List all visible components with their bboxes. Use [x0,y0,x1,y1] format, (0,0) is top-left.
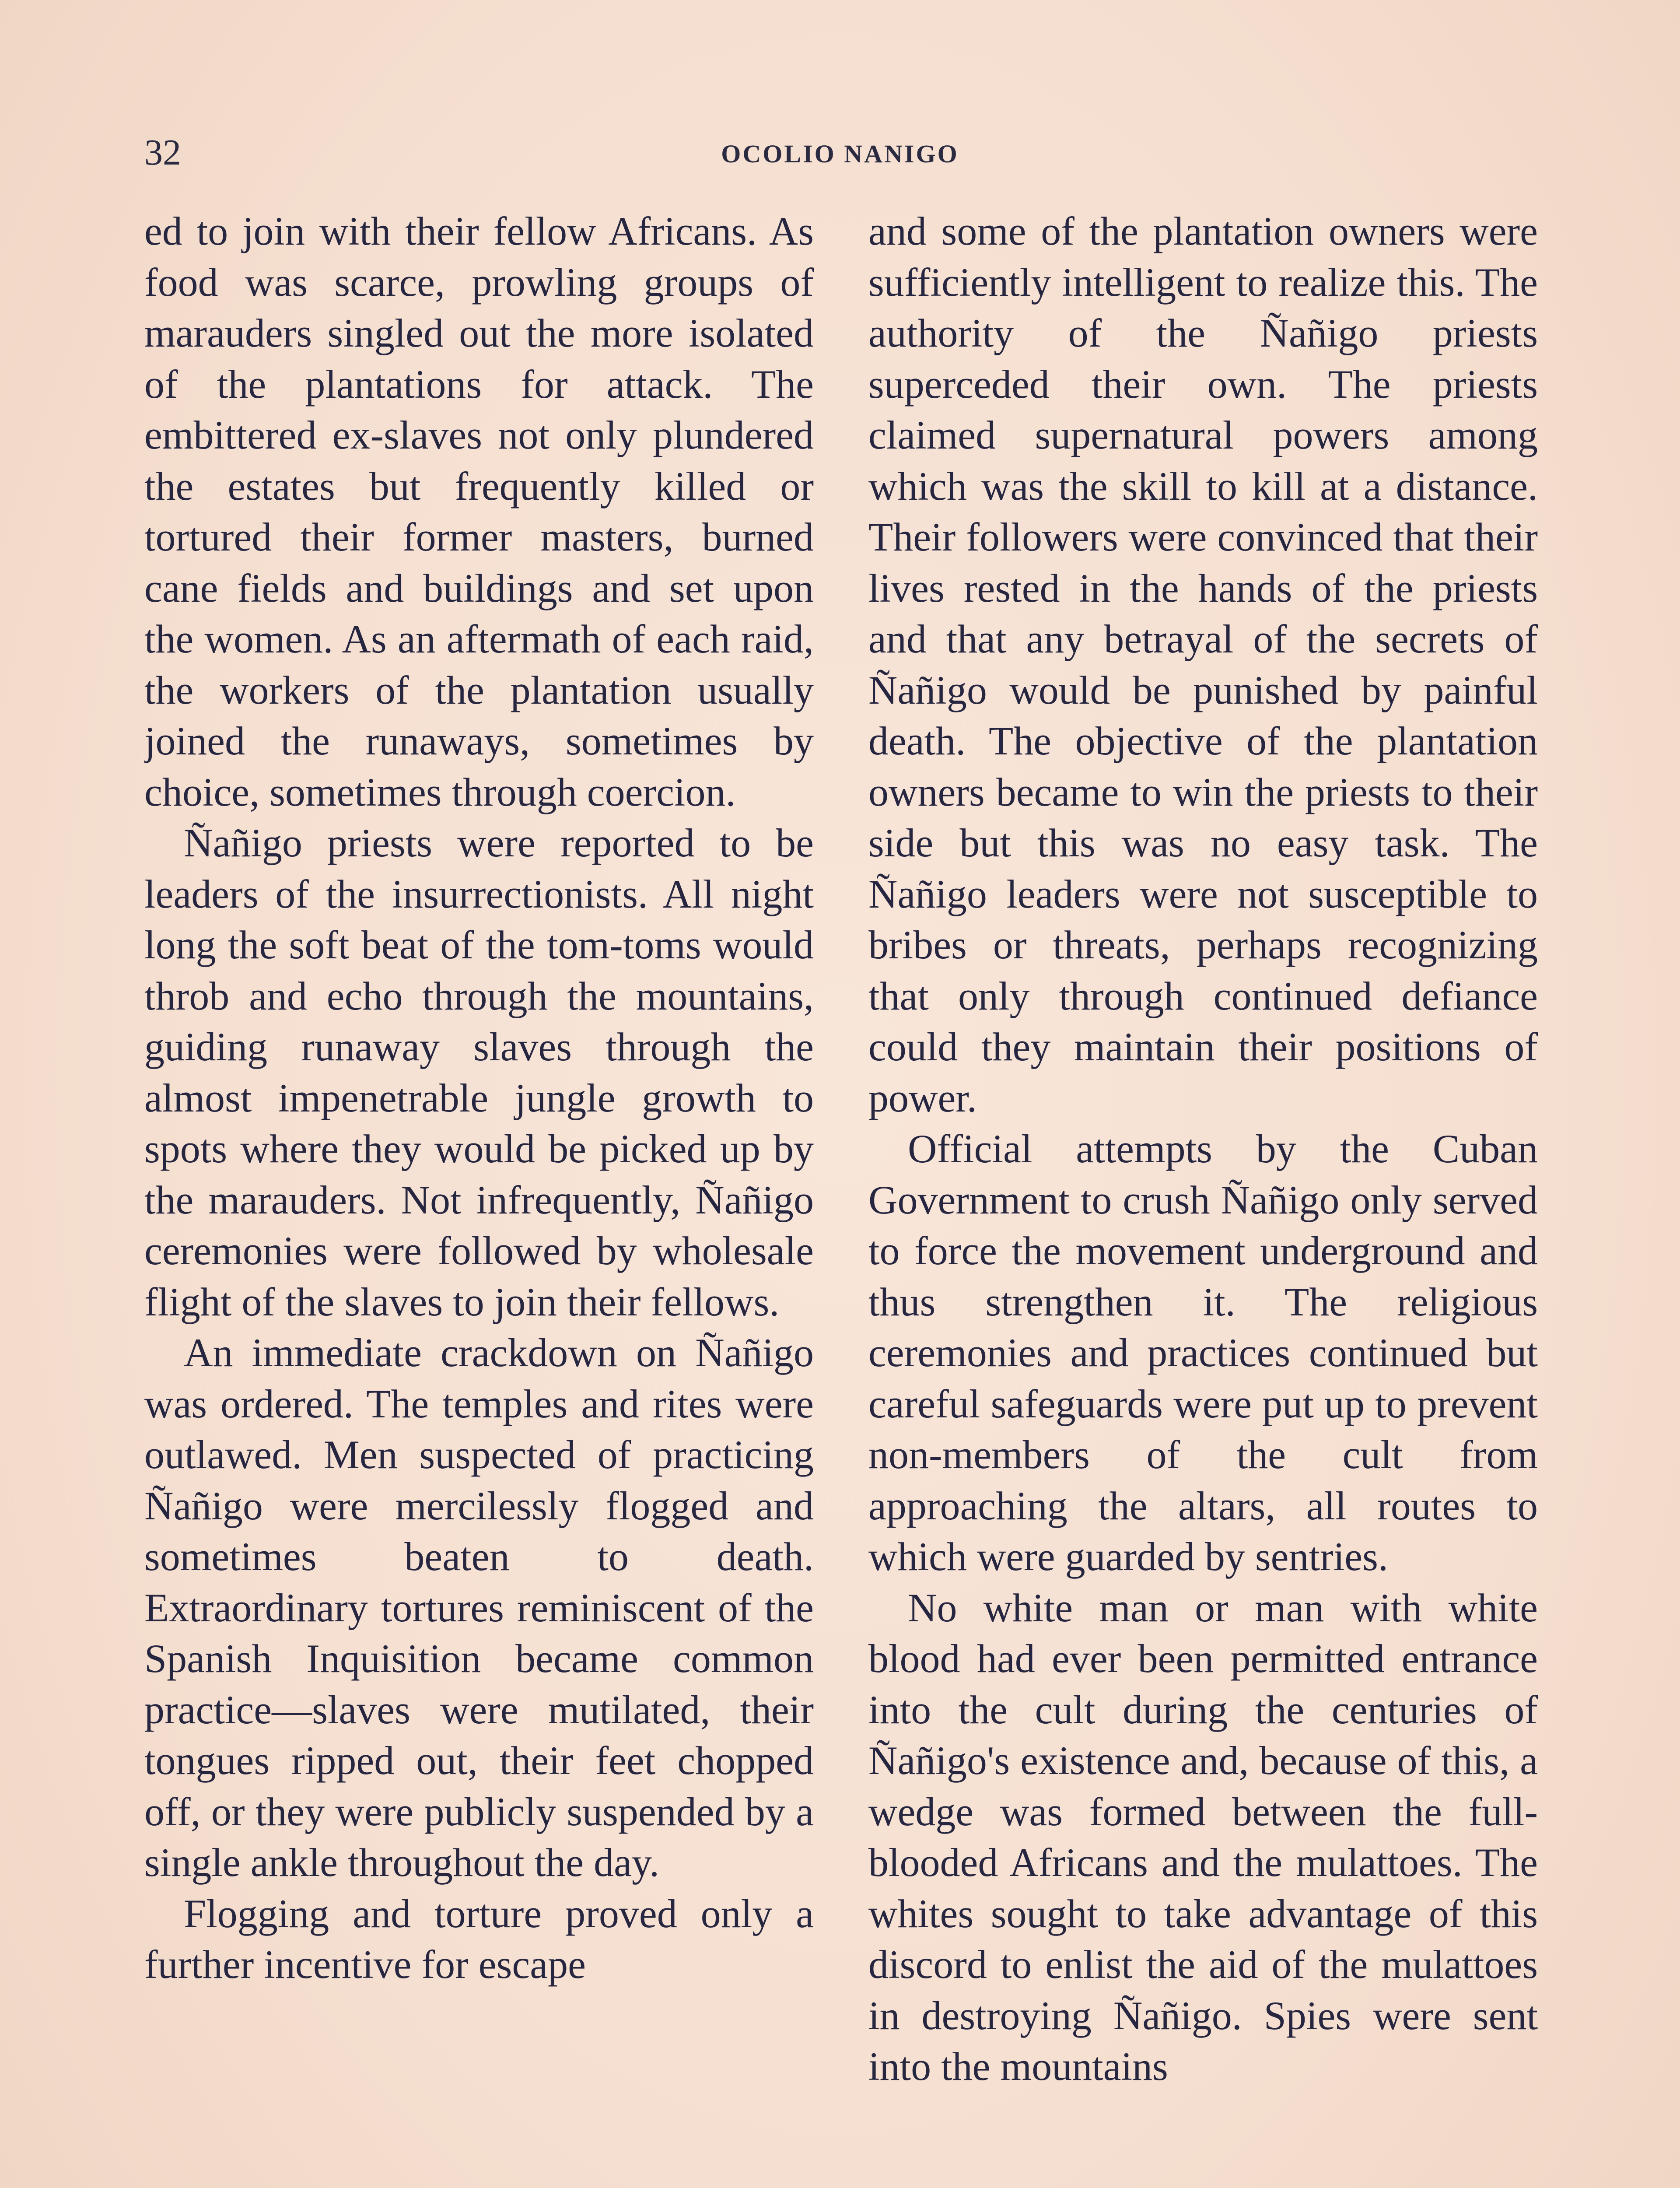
paragraph: An immediate crackdown on Ñañigo was ordered. The temples and rites were outlawed. Men suspected of practicing Ñañigo were mercilessly flogged and sometimes beaten to death. Extraordinary tortures reminiscent of the Spanish Inquisition became common practice—slaves were mutilated, their tongues ripped out, their feet chopped off, or they were publicly suspended by a single ankle throughout the day. [144,1330,814,1885]
paragraph: ed to join with their fellow Africans. As food was scarce, prowling groups of marauders singled out the more isolated of the plantations for attack. The embittered ex-slaves not only plundered the estates but frequently killed or tortured their former masters, burned cane fields and buildings and set upon the women. As an aftermath of each raid, the workers of the plantation usually joined the runaways, sometimes by choice, sometimes through coercion. [144,209,814,814]
paragraph: Ñañigo priests were reported to be leaders of the insurrectionists. All night long the soft beat of the tom-toms would throb and echo through the mountains, guiding runaway slaves through the almost impenetrable jungle growth to spots where they would be picked up by the marauders. Not infrequently, Ñañigo ceremonies were followed by wholesale flight of the slaves to join their fellows. [144,820,814,1324]
running-title: OCOLIO NANIGO [721,140,959,168]
page-number: 32 [144,132,181,173]
page-header [144,131,1536,184]
left-column [144,206,814,2188]
paragraph: and some of the plantation owners were sufficiently intelligent to realize this. The authority of the Ñañigo priests superceded their own. The priests claimed supernatural powers among which was the skill to kill at a distance. Their followers were convinced that their lives rested in the hands of the priests and that any betrayal of the secrets of Ñañigo would be punished by painful death. The objective of the plantation owners became to win the priests to their side but this was no easy task. The Ñañigo leaders were not susceptible to bribes or threats, perhaps recognizing that only through continued defiance could they maintain their positions of power. [868,209,1538,1120]
paragraph: Flogging and torture proved only a further incentive for escape [144,1891,814,1987]
paragraph: Official attempts by the Cuban Government to crush Ñañigo only served to force the movement underground and thus strengthen it. The religious ceremonies and practices continued but careful safeguards were put up to prevent non-members of the cult from approaching the altars, all routes to which were guarded by sentries. [868,1126,1538,1579]
right-column [868,206,1538,2188]
paragraph: No white man or man with white blood had ever been permitted entrance into the cult during the centuries of Ñañigo's existence and, because of this, a wedge was formed between the full-blooded Africans and the mulattoes. The whites sought to take advantage of this discord to enlist the aid of the mulattoes in destroying Ñañigo. Spies were sent into the mountains [868,1585,1538,2089]
text-columns [144,206,1544,2188]
